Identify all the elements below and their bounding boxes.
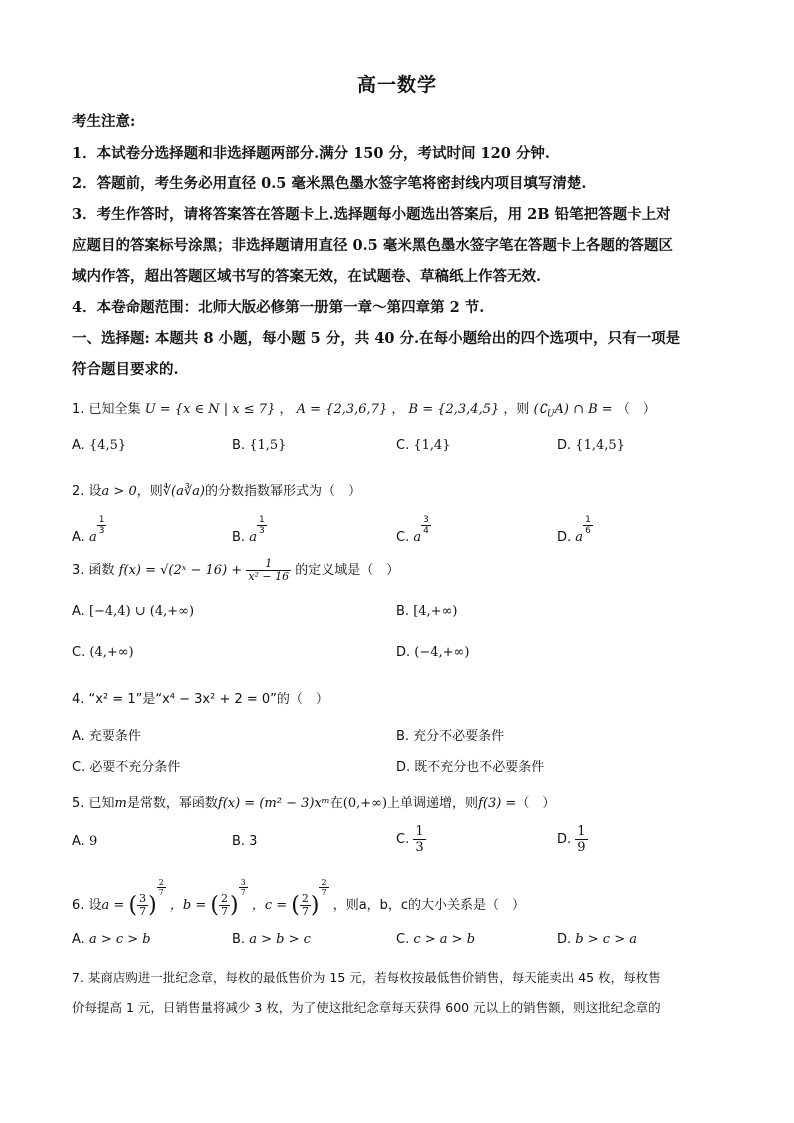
q2-radical: ∜(a∛a): [162, 484, 205, 499]
q5-function: f(x) = (m² − 3)xᵐ: [217, 796, 330, 811]
question-2: 2. 设a > 0，则∜(a∛a)的分数指数幂形式为（ ）: [72, 484, 361, 499]
q3-option-a: A. [−4,4) ∪ (4,+∞): [72, 604, 195, 619]
q1-set-u: U = {x ∈ N | x ≤ 7}: [144, 402, 276, 417]
q2-option-b: B. a $\frac{1}{3}$: [232, 515, 265, 545]
notice-item-3: 3．考生作答时，请将答案答在答题卡上.选择题每小题选出答案后，用 2B 铅笔把答题卡上对: [72, 206, 671, 223]
notice-item-3-cont1: 应题目的答案标号涂黑；非选择题请用直径 0.5 毫米黑色墨水签字笔在答题卡上各题的答题区: [72, 237, 673, 254]
notice-item-2: 2．答题前，考生务必用直径 0.5 毫米黑色墨水签字笔将密封线内项目填写清楚.: [72, 175, 587, 192]
q1-option-b: B. {1,5}: [232, 438, 287, 453]
q3-option-d: D. (−4,+∞): [396, 645, 470, 660]
q5-option-c: C. $\frac{1}{3}$: [396, 824, 424, 855]
question-3: 3. 函数 f(x) = √(2ˣ − 16) + $\frac{1}{\text{x² − 16}}$ 的定义域是（ ）: [72, 557, 400, 583]
question-7-line1: 7. 某商店购进一批纪念章，每枚的最低售价为 15 元，若每枚按最低售价销售，每天能卖出 45 枚，每枚售: [72, 970, 661, 985]
question-5: 5. 已知m是常数，幂函数f(x) = (m² − 3)xᵐ在(0,+∞)上单调递增，则f(3) =（ ）: [72, 796, 556, 811]
q1-set-a: A = {2,3,6,7}: [296, 402, 388, 417]
notice-item-4: 4．本卷命题范围：北师大版必修第一册第一章～第四章第 2 节.: [72, 299, 485, 316]
q1-option-d: D. {1,4,5}: [557, 438, 625, 453]
q3-option-b: B. [4,+∞): [396, 604, 458, 619]
notice-item-1: 1．本试卷分选择题和非选择题两部分.满分 150 分，考试时间 120 分钟.: [72, 145, 550, 162]
q1-prefix: 1. 已知全集: [72, 402, 141, 417]
q3-option-c: C. (4,+∞): [72, 645, 134, 660]
question-4: 4. “x² = 1”是“x⁴ − 3x² + 2 = 0”的（ ）: [72, 692, 329, 707]
question-7-line2: 价每提高 1 元，日销售量将减少 3 枚，为了使这批纪念章每天获得 600 元以上的销售额，则这批纪念章的: [72, 1000, 661, 1015]
page-title: 高一数学: [356, 74, 437, 96]
q6-option-b: B. a > b > c: [232, 932, 311, 947]
q3-function: f(x) = √(2ˣ − 16) +: [118, 563, 243, 578]
q2-option-a: A. a $\frac{1}{3}$: [72, 515, 105, 545]
notice-item-3-cont2: 域内作答，超出答题区域书写的答案无效，在试题卷、草稿纸上作答无效.: [72, 268, 542, 285]
q6-option-a: A. a > c > b: [72, 932, 151, 947]
question-1: 1. 已知全集 U = {x ∈ N | x ≤ 7} ， A = {2,3,6,7} ， B = {2,3,4,5} ，则 $(∁_UA)$ ∩ B = （ ）: [72, 402, 656, 420]
q5-option-d: D. $\frac{1}{9}$: [557, 824, 586, 855]
q5-option-b: B. 3: [232, 834, 258, 849]
q4-option-b: B. 充分不必要条件: [396, 729, 505, 744]
q2-option-c: C. a $\frac{3}{4}$: [396, 515, 429, 545]
q1-expr-sub: U: [546, 409, 555, 420]
q6-option-d: D. b > c > a: [557, 932, 637, 947]
q1-option-a: A. {4,5}: [72, 438, 127, 453]
q1-set-b: B = {2,3,4,5}: [408, 402, 500, 417]
q4-option-a: A. 充要条件: [72, 729, 141, 744]
question-6: 6. 设a = ( $\frac{3}{7}$ ) $\frac{2}{7}$ ，b = ( $\frac{2}{7}$ ) $\frac{3}{7}$ ，c = ( $\frac{2}{7}$ ) $\frac{2}{7}$ ，则a，b，c的大小关系是（ ）: [72, 878, 526, 918]
q5-option-a: A. 9: [72, 834, 98, 849]
q1-paren: （ ）: [616, 402, 656, 417]
q1-ask: ，则: [503, 402, 530, 417]
q4-option-c: C. 必要不充分条件: [72, 760, 181, 775]
notice-heading: 考生注意:: [72, 113, 136, 130]
q3-fraction: $\frac{1}{\text{x² − 16}}$: [248, 557, 290, 583]
q1-expr: $(∁_UA)$ ∩ B =: [533, 402, 613, 420]
section-heading-cont: 符合题目要求的.: [72, 361, 179, 378]
q4-option-d: D. 既不充分也不必要条件: [396, 760, 545, 775]
q1-option-c: C. {1,4}: [396, 438, 451, 453]
section-heading: 一、选择题: 本题共 8 小题，每小题 5 分，共 40 分.在每小题给出的四个选项中，只有一项是: [72, 330, 681, 347]
q2-option-d: D. a $\frac{1}{6}$: [557, 515, 591, 545]
q6-option-c: C. c > a > b: [396, 932, 476, 947]
